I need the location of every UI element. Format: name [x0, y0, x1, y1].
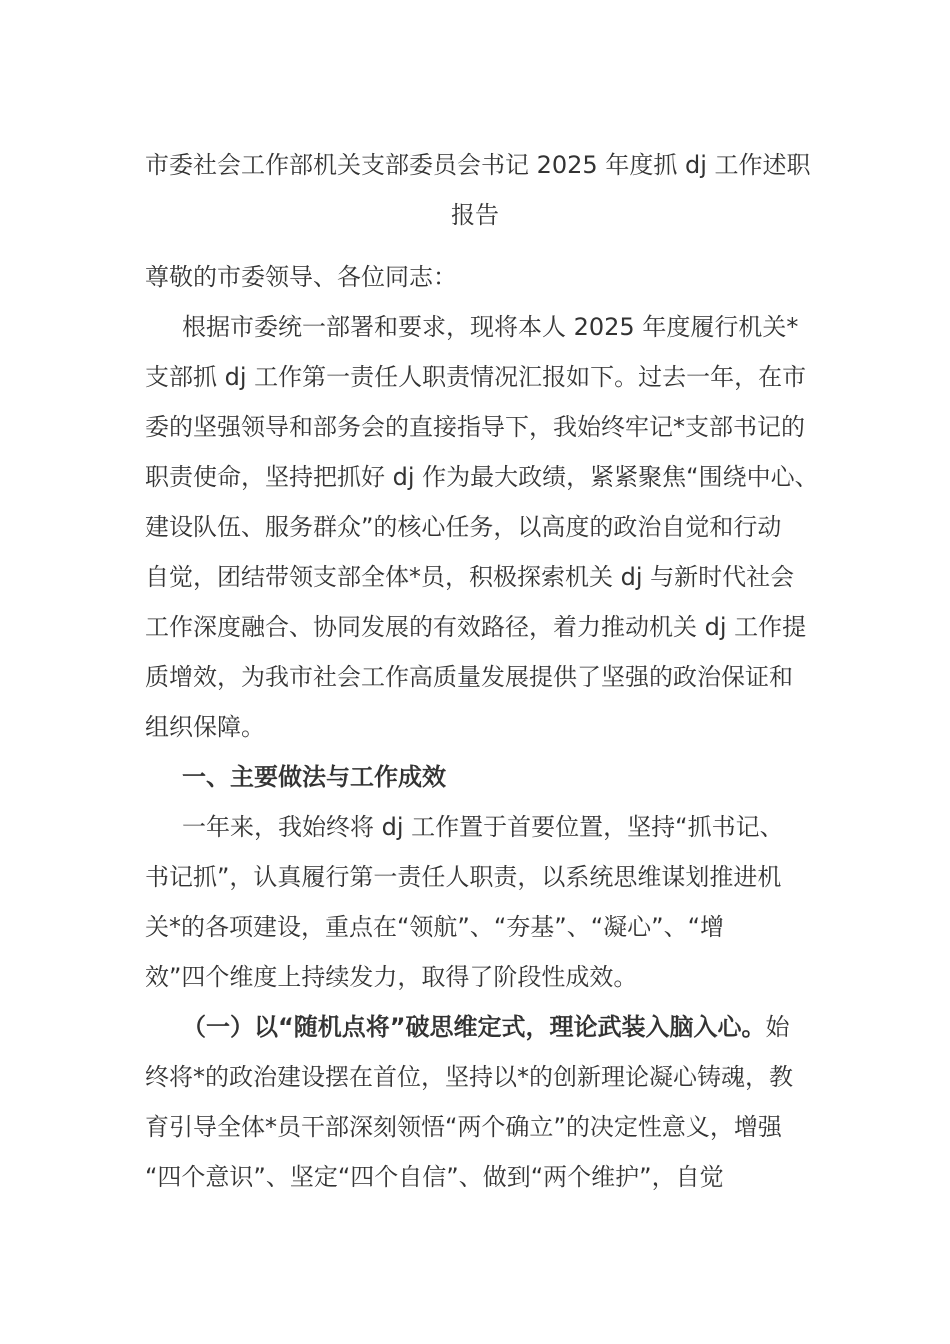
paragraph-line: 自觉，团结带领支部全体*员，积极探索机关 dj 与新时代社会 [145, 563, 795, 591]
paragraph-line: 职责使命，坚持把抓好 dj 作为最大政绩，紧紧聚焦“围绕中心、 [145, 463, 819, 491]
paragraph-line: “四个意识”、坚定“四个自信”、做到“两个维护”，自觉 [145, 1163, 724, 1191]
salutation: 尊敬的市委领导、各位同志： [145, 263, 457, 291]
paragraph-line: 工作深度融合、协同发展的有效路径，着力推动机关 dj 工作提 [145, 613, 807, 641]
paragraph-line: 关*的各项建设，重点在“领航”、“夯基”、“凝心”、“增 [145, 913, 725, 941]
paragraph-line: 书记抓”，认真履行第一责任人职责，以系统思维谋划推进机 [145, 863, 782, 891]
paragraph-line: 委的坚强领导和部务会的直接指导下，我始终牢记*支部书记的 [145, 413, 805, 441]
paragraph-line: 一年来，我始终将 dj 工作置于首要位置，坚持“抓书记、 [182, 813, 784, 841]
paragraph-text: 始 [765, 1013, 790, 1041]
paragraph-line: 质增效，为我市社会工作高质量发展提供了坚强的政治保证和 [145, 663, 793, 691]
paragraph-line: 根据市委统一部署和要求，现将本人 2025 年度履行机关* [182, 313, 799, 341]
paragraph-line: 组织保障。 [145, 713, 265, 741]
paragraph-line: 支部抓 dj 工作第一责任人职责情况汇报如下。过去一年，在市 [145, 363, 807, 391]
subsection-heading: （一）以“随机点将”破思维定式，理论武装入脑入心。 [182, 1013, 766, 1041]
paragraph-line: 育引导全体*员干部深刻领悟“两个确立”的决定性意义，增强 [145, 1113, 782, 1141]
paragraph-line: 终将*的政治建设摆在首位，坚持以*的创新理论凝心铸魂，教 [145, 1063, 793, 1091]
paragraph-line: 效”四个维度上持续发力，取得了阶段性成效。 [145, 963, 638, 991]
document-title-line-1: 市委社会工作部机关支部委员会书记 2025 年度抓 dj 工作述职 [145, 151, 811, 179]
section-heading: 一、主要做法与工作成效 [182, 763, 446, 791]
paragraph-line [182, 1012, 790, 1042]
document-title-line-2: 报告 [451, 201, 499, 229]
paragraph-line: 建设队伍、服务群众”的核心任务，以高度的政治自觉和行动 [145, 513, 782, 541]
